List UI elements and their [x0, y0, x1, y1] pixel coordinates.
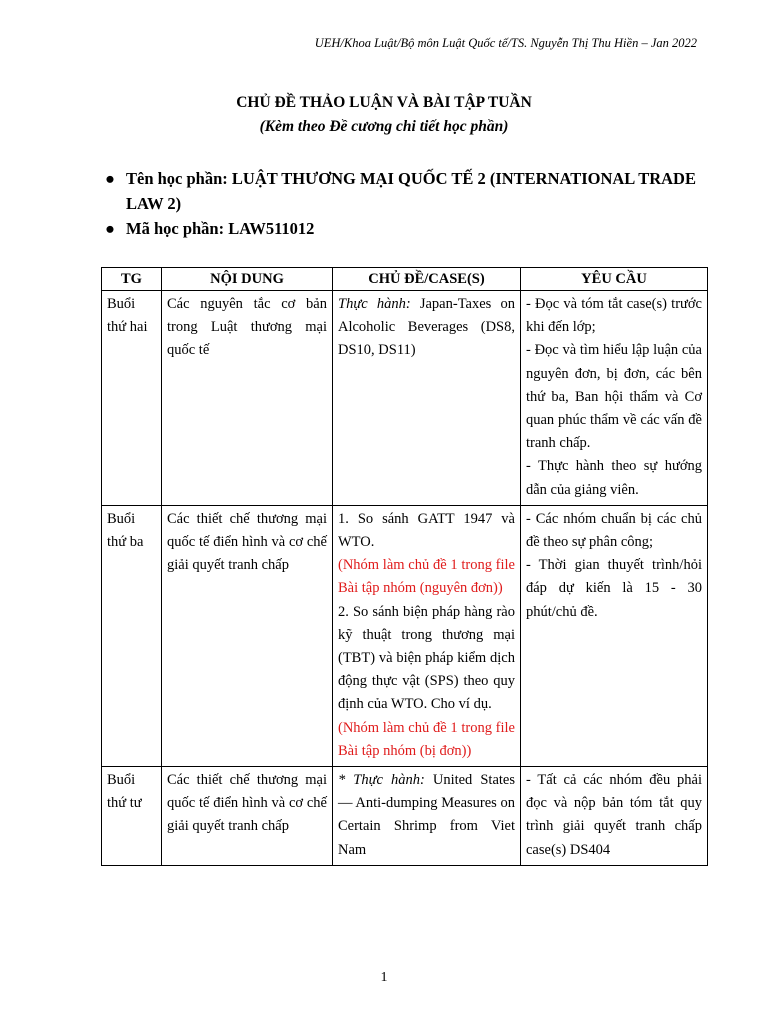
topic-item: 1. So sánh GATT 1947 và WTO.: [338, 510, 515, 551]
table-row: [102, 291, 708, 506]
document-subtitle: (Kèm theo Đề cương chi tiết học phần): [259, 118, 509, 135]
course-code: Mã học phần: LAW511012: [126, 219, 315, 238]
content-cell: Các nguyên tắc cơ bản trong Luật thương mại quốc tế: [162, 291, 333, 506]
topic-text: United States — Anti-dumping Measures on Certain Shrimp from Viet Nam: [338, 772, 515, 858]
column-header-tg: TG: [102, 268, 162, 291]
column-header-topic: CHỦ ĐỀ/CASE(S): [333, 268, 521, 291]
requirement-line: - Thời gian thuyết trình/hỏi đáp dự kiến là 15 - 30 phút/chủ đề.: [526, 557, 702, 620]
table-row: [102, 767, 708, 866]
topic-cell: [333, 291, 521, 506]
requirement-cell: [521, 291, 708, 506]
session-cell: Buổi thứ ba: [102, 505, 162, 766]
practice-label: * Thực hành:: [338, 772, 425, 789]
requirement-cell: [521, 767, 708, 866]
table-row: [102, 505, 708, 766]
requirement-line: - Thực hành theo sự hướng dẫn của giảng viên.: [526, 458, 702, 498]
content-cell: Các thiết chế thương mại quốc tế điển hình và cơ chế giải quyết tranh chấp: [162, 767, 333, 866]
page-number: 1: [380, 970, 388, 985]
course-info-list: [105, 166, 706, 241]
requirement-line: - Đọc và tìm hiểu lập luận của nguyên đơn, bị đơn, các bên thứ ba, Ban hội thẩm và Cơ quan phúc thẩm về các vấn đề tranh chấp.: [526, 342, 702, 452]
course-name-item: [105, 166, 706, 216]
topic-cell: [333, 505, 521, 766]
bullet-icon: ●: [105, 219, 115, 238]
practice-label: Thực hành:: [338, 296, 411, 312]
table-header-row: [102, 268, 708, 291]
topic-item: 2. So sánh biện pháp hàng rào kỹ thuật trong thương mại (TBT) và biện pháp kiểm dịch động thực vật (SPS) theo quy định của WTO. Cho ví dụ.: [338, 603, 515, 713]
topic-cell: [333, 767, 521, 866]
column-header-requirement: YÊU CẦU: [521, 268, 708, 291]
header-note: UEH/Khoa Luật/Bộ môn Luật Quốc tế/TS. Nguyễn Thị Thu Hiền – Jan 2022: [314, 36, 697, 50]
course-name: Tên học phần: LUẬT THƯƠNG MẠI QUỐC TẾ 2 (INTERNATIONAL TRADE LAW 2): [126, 169, 696, 213]
course-code-item: [105, 216, 706, 241]
session-cell: Buổi thứ hai: [102, 291, 162, 506]
group-assignment-note: (Nhóm làm chủ đề 1 trong file Bài tập nhóm (bị đơn)): [338, 719, 515, 759]
requirement-line: - Tất cả các nhóm đều phải đọc và nộp bản tóm tắt quy trình giải quyết tranh chấp case(s) DS404: [526, 772, 702, 858]
column-header-content: NỘI DUNG: [162, 268, 333, 291]
document-title: CHỦ ĐỀ THẢO LUẬN VÀ BÀI TẬP TUẦN: [236, 94, 532, 111]
bullet-icon: ●: [105, 169, 115, 188]
requirement-line: - Các nhóm chuẩn bị các chủ đề theo sự phân công;: [526, 510, 702, 551]
group-assignment-note: (Nhóm làm chủ đề 1 trong file Bài tập nhóm (nguyên đơn)): [338, 557, 515, 597]
schedule-table: [101, 267, 708, 866]
session-cell: Buổi thứ tư: [102, 767, 162, 866]
topic-text: Japan-Taxes on Alcoholic Beverages (DS8, DS10, DS11): [338, 296, 515, 359]
content-cell: Các thiết chế thương mại quốc tế điển hình và cơ chế giải quyết tranh chấp: [162, 505, 333, 766]
requirement-cell: [521, 505, 708, 766]
requirement-line: - Đọc và tóm tắt case(s) trước khi đến lớp;: [526, 296, 702, 336]
